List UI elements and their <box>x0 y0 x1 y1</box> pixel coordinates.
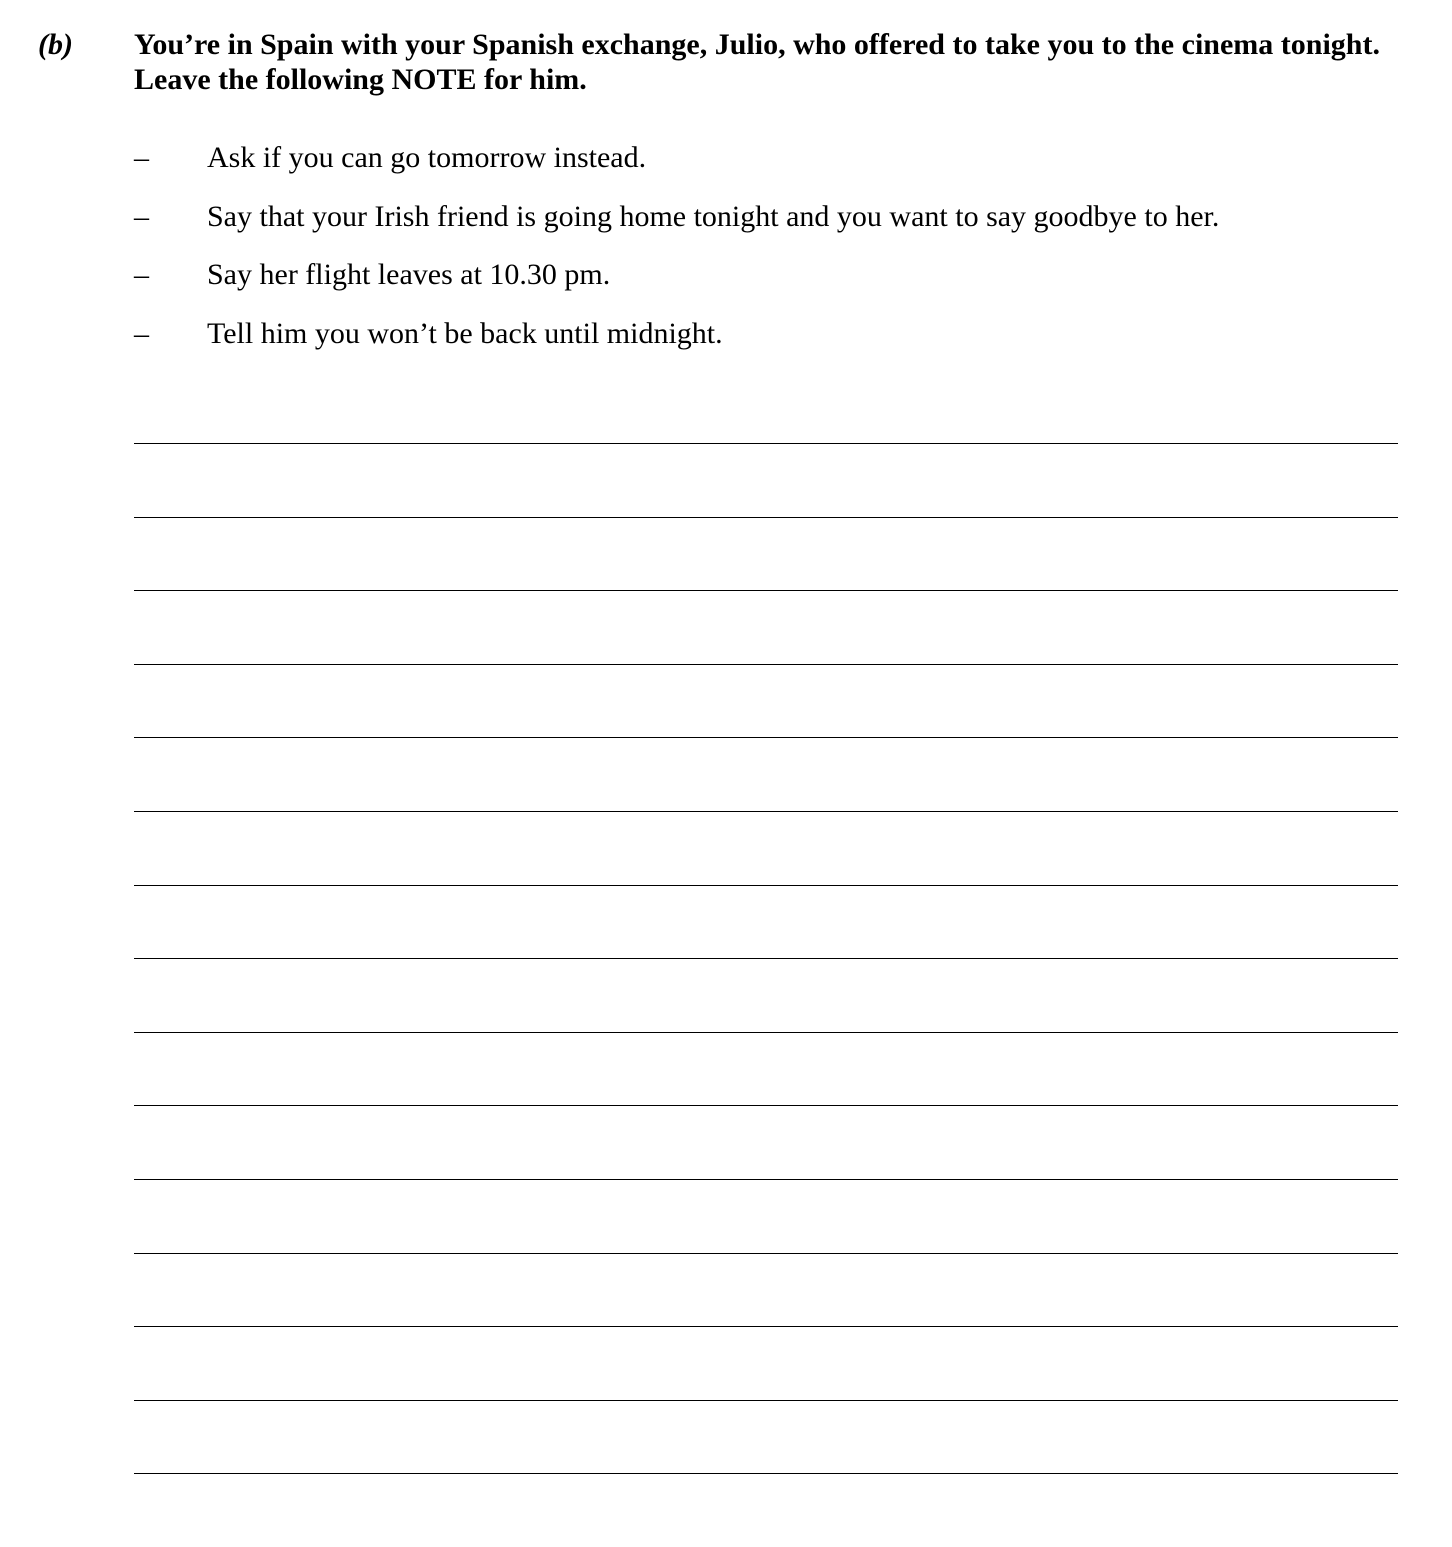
task-item <box>134 255 1404 314</box>
task-text: Ask if you can go tomorrow instead. <box>207 141 647 174</box>
answer-line[interactable] <box>134 1032 1398 1106</box>
answer-line[interactable] <box>134 1326 1398 1400</box>
task-text: Tell him you won’t be back until midnight. <box>207 316 723 350</box>
answer-line[interactable] <box>134 1253 1398 1327</box>
answer-line[interactable] <box>134 443 1398 517</box>
answer-line[interactable] <box>134 1400 1398 1474</box>
bullet-dash-icon: – <box>134 141 149 174</box>
bullet-dash-icon: – <box>134 258 149 291</box>
task-item <box>134 314 1404 373</box>
answer-line[interactable] <box>134 811 1398 885</box>
answer-line[interactable] <box>134 590 1398 664</box>
answer-line[interactable] <box>134 958 1398 1032</box>
answer-line[interactable] <box>134 737 1398 811</box>
answer-line[interactable] <box>134 1179 1398 1253</box>
task-item <box>134 138 1404 197</box>
answer-line[interactable] <box>134 1105 1398 1179</box>
question-label: (b) <box>38 28 73 61</box>
task-list <box>134 138 1404 372</box>
bullet-dash-icon: – <box>134 199 149 233</box>
answer-line[interactable] <box>134 885 1398 959</box>
answer-lines[interactable] <box>134 443 1398 1547</box>
answer-line[interactable] <box>134 664 1398 738</box>
answer-line[interactable] <box>134 1473 1398 1547</box>
task-text: Say her flight leaves at 10.30 pm. <box>207 258 611 291</box>
task-text: Say that your Irish friend is going home tonight and you want to say goodbye to her. <box>207 199 1220 233</box>
task-item <box>134 197 1404 256</box>
answer-line[interactable] <box>134 517 1398 591</box>
question-prompt: You’re in Spain with your Spanish exchange, Julio, who offered to take you to the cinema tonight. Leave the following NOTE for him. <box>134 28 1380 96</box>
bullet-dash-icon: – <box>134 316 149 350</box>
